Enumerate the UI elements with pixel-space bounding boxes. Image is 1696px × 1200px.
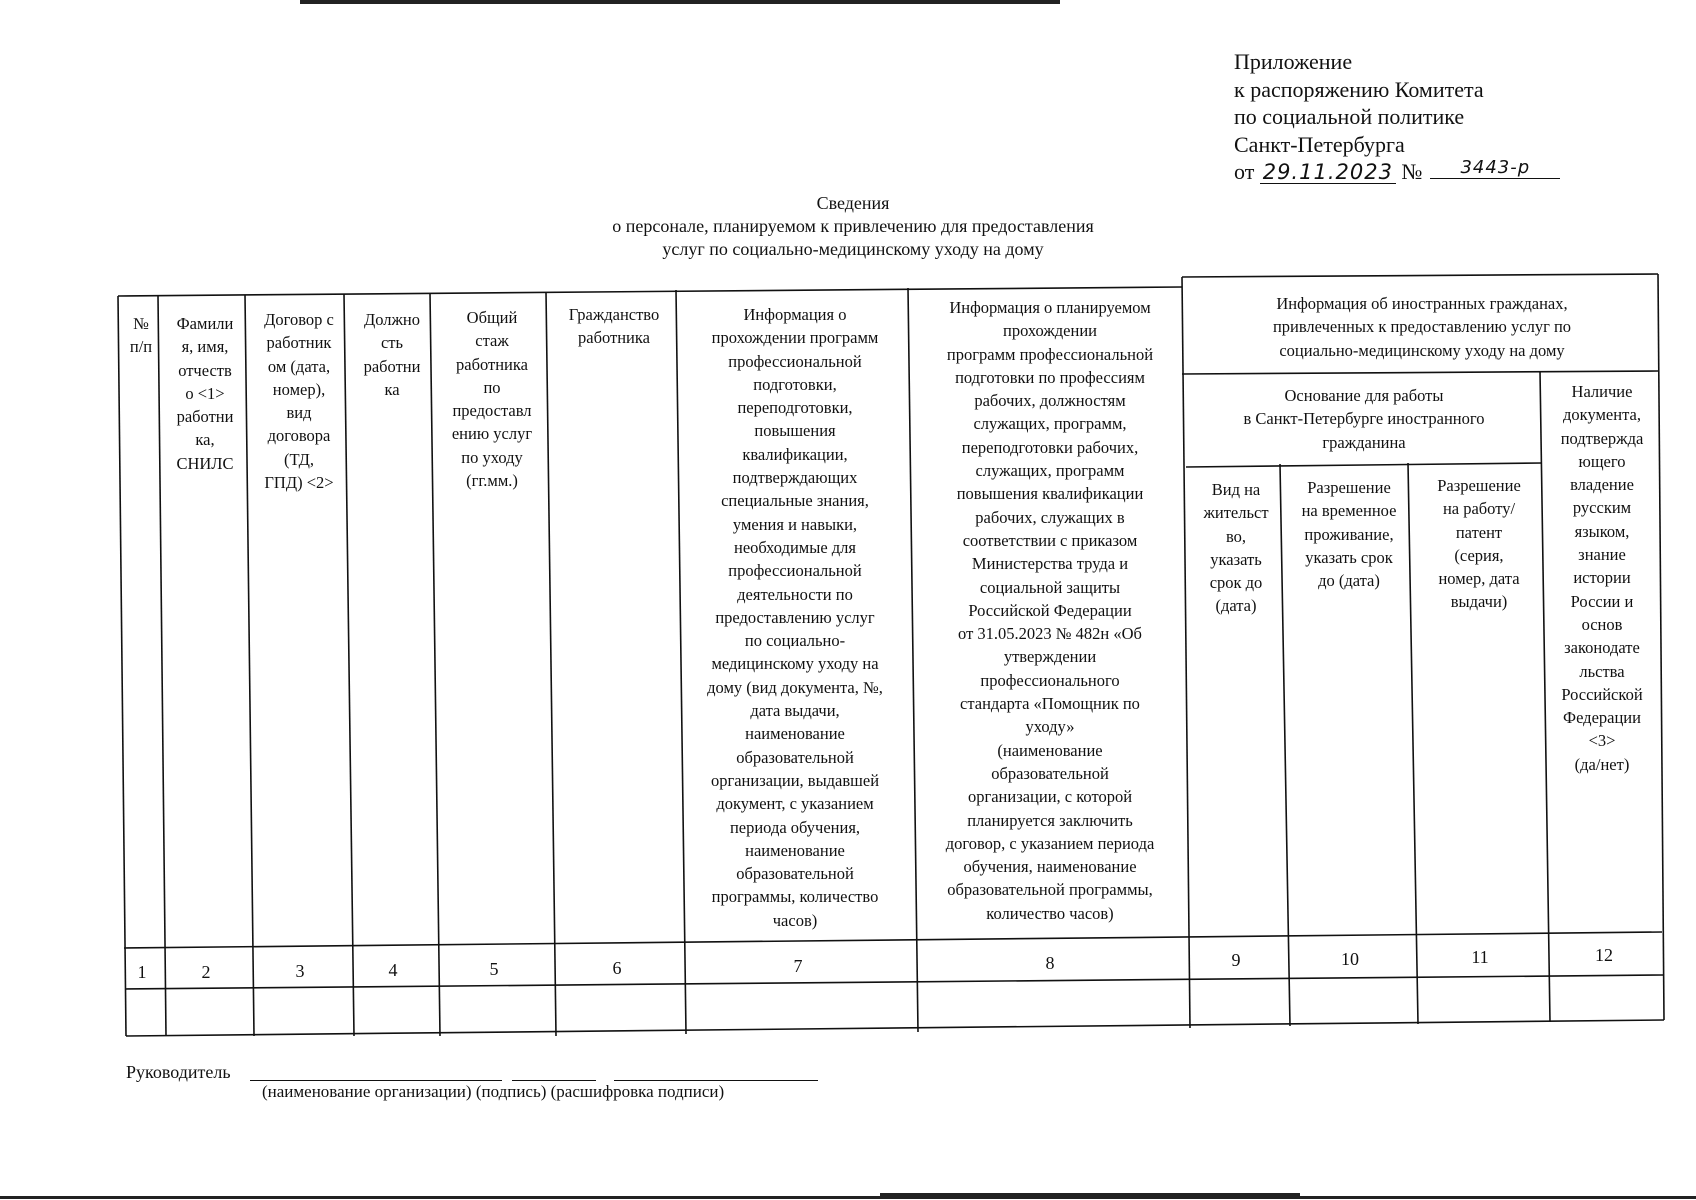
header-text-line: предоставлению услуг: [715, 607, 875, 627]
header-text-line: программы, количество: [711, 887, 879, 907]
header-text-line: деятельности по: [737, 584, 853, 604]
header-text-line: ка,: [195, 430, 215, 450]
header-text-line: Федерации: [1563, 708, 1641, 728]
header-col-12: [1544, 380, 1660, 776]
header-text-line: программ профессиональной: [946, 344, 1154, 364]
header-text-line: профессиональной: [728, 351, 862, 371]
header-text-line: <3>: [1588, 731, 1616, 751]
header-text-line: владение: [1570, 475, 1634, 495]
header-text-line: Основание для работы: [1284, 386, 1444, 405]
header-text-line: по уходу: [461, 447, 523, 467]
header-text-line: прохождении программ: [711, 328, 879, 348]
header-text-line: языком,: [1574, 521, 1630, 541]
col-number-5: 5: [489, 959, 499, 979]
header-text-line: ющего: [1578, 451, 1626, 471]
header-text-line: Информация о планируемом: [949, 298, 1151, 317]
header-text-line: (наименование: [997, 740, 1103, 760]
signature-decoding-line: [614, 1080, 818, 1081]
header-text-line: образовательной: [736, 747, 854, 767]
header-text-line: от 31.05.2023 № 482н «Об: [958, 624, 1142, 644]
header-col-8: [914, 296, 1186, 925]
header-text-line: стандарта «Помощник по: [960, 694, 1140, 714]
header-text-line: вид: [286, 403, 312, 423]
header-text-line: на работу/: [1442, 499, 1516, 519]
header-text-line: в Санкт-Петербурге иностранного: [1243, 409, 1485, 429]
header-text-line: привлеченных к предоставлению услуг по: [1272, 317, 1572, 337]
header-text-line: документа,: [1563, 405, 1641, 425]
header-text-line: указать: [1210, 549, 1262, 569]
header-text-line: предоставл: [452, 401, 532, 421]
annex-line-1: Приложение: [1234, 49, 1353, 74]
header-text-line: дому (вид документа, №,: [707, 677, 883, 697]
header-text-line: повышения: [754, 421, 836, 441]
header-text-line: профессионального: [980, 670, 1120, 690]
header-group-basis: [1184, 384, 1544, 454]
header-text-line: образовательной: [991, 763, 1109, 783]
signer-label: Руководитель: [126, 1062, 231, 1082]
header-text-line: до (дата): [1318, 571, 1380, 591]
header-text-line: указать срок: [1305, 547, 1393, 567]
org-name-line: [250, 1080, 502, 1081]
col-number-8: 8: [1045, 953, 1055, 973]
header-text-line: о <1>: [185, 383, 225, 403]
header-col-3: [248, 308, 350, 494]
header-text-line: знание: [1578, 545, 1626, 565]
header-text-line: служащих, программ,: [973, 414, 1127, 434]
col-number-12: 12: [1595, 945, 1613, 965]
header-text-line: Информация о: [743, 305, 847, 324]
header-text-line: отчеств: [178, 360, 232, 380]
header-text-line: рабочих, должностям: [974, 391, 1126, 411]
header-text-line: (гг.мм.): [466, 471, 518, 491]
header-text-line: Фамили: [176, 314, 234, 333]
header-text-line: гражданина: [1322, 432, 1406, 452]
col-number-7: 7: [793, 956, 803, 976]
header-text-line: квалификации,: [742, 444, 848, 464]
header-text-line: работни: [363, 356, 421, 376]
header-text-line: Договор с: [264, 310, 334, 329]
header-text-line: подтвержда: [1560, 428, 1644, 448]
header-col-4: [348, 308, 436, 401]
header-text-line: подтверждающих: [732, 468, 858, 488]
header-text-line: патент: [1455, 522, 1503, 542]
col-number-1: 1: [137, 962, 147, 982]
header-col-7: [682, 303, 908, 932]
col-number-9: 9: [1231, 950, 1241, 970]
col-number-6: 6: [612, 958, 622, 978]
header-text-line: работника: [456, 354, 528, 374]
header-text-line: русским: [1572, 498, 1632, 518]
title-line-2: о персонале, планируемом к привлечению для предоставления: [612, 216, 1094, 236]
header-text-line: ГПД) <2>: [264, 473, 334, 493]
header-text-line: Разрешение: [1307, 478, 1391, 497]
header-text-line: законодате: [1564, 638, 1640, 658]
header-text-line: Гражданство: [568, 305, 660, 324]
header-text-line: (серия,: [1454, 545, 1504, 565]
header-text-line: работник: [266, 333, 332, 353]
header-text-line: медицинскому уходу на: [711, 654, 879, 674]
handwritten-date: 29.11.2023: [1260, 161, 1396, 184]
header-text-line: Российской: [1561, 684, 1643, 704]
header-text-line: (да/нет): [1574, 754, 1630, 774]
header-text-line: работника: [578, 328, 650, 348]
header-text-line: дата выдачи,: [750, 701, 840, 721]
header-text-line: периода обучения,: [729, 817, 861, 837]
header-text-line: обучения, наименование: [963, 857, 1137, 877]
header-col-11: [1412, 474, 1546, 614]
col-number-3: 3: [295, 961, 305, 981]
header-text-line: проживание,: [1304, 524, 1394, 544]
header-text-line: Разрешение: [1437, 476, 1521, 495]
header-text-line: (ТД,: [284, 449, 314, 469]
title-line-1: Сведения: [816, 193, 890, 213]
header-group-foreign: [1184, 292, 1660, 362]
header-text-line: образовательной: [736, 864, 854, 884]
signature-line: [512, 1080, 596, 1081]
header-col-6: [550, 303, 678, 350]
from-label: от: [1234, 159, 1255, 184]
header-text-line: количество часов): [986, 903, 1114, 923]
signature-captions: (наименование организации) (подпись) (расшифровка подписи): [262, 1082, 725, 1101]
header-text-line: переподготовки,: [737, 398, 853, 418]
header-text-line: Общий: [466, 308, 518, 327]
header-text-line: стаж: [475, 331, 509, 351]
header-text-line: переподготовки рабочих,: [961, 437, 1139, 457]
header-text-line: соответствии с приказом: [962, 530, 1138, 550]
header-text-line: социальной защиты: [979, 577, 1121, 597]
header-text-line: наименование: [745, 840, 845, 860]
header-text-line: умения и навыки,: [732, 514, 858, 534]
header-text-line: на временное: [1301, 501, 1397, 521]
header-text-line: СНИЛС: [176, 453, 234, 473]
header-text-line: сть: [380, 333, 404, 353]
header-text-line: во,: [1225, 526, 1247, 546]
header-col-10: [1284, 476, 1414, 592]
header-text-line: Российской Федерации: [968, 600, 1132, 620]
header-text-line: наименование: [745, 724, 845, 744]
header-text-line: организации, выдавшей: [710, 770, 880, 790]
header-text-line: Информация об иностранных гражданах,: [1276, 294, 1568, 313]
title-line-3: услуг по социально-медицинскому уходу на дому: [662, 239, 1044, 259]
header-text-line: ению услуг: [451, 424, 533, 444]
handwritten-number: 3443-р: [1430, 158, 1560, 179]
header-text-line: организации, с которой: [967, 787, 1133, 807]
annex-line-2: к распоряжению Комитета: [1234, 76, 1484, 102]
header-col-1: [120, 312, 162, 359]
header-text-line: утверждении: [1003, 647, 1097, 667]
header-text-line: по: [483, 377, 501, 397]
header-text-line: специальные знания,: [721, 491, 869, 511]
header-text-line: прохождении: [1003, 321, 1097, 341]
header-text-line: работни: [176, 407, 234, 427]
header-text-line: служащих, программ: [975, 461, 1125, 481]
col-number-10: 10: [1341, 949, 1359, 969]
header-text-line: я, имя,: [181, 337, 229, 357]
header-text-line: по социально-: [744, 631, 846, 651]
annex-line-3: по социальной политике: [1234, 104, 1465, 129]
header-text-line: №: [133, 314, 149, 333]
header-text-line: жительст: [1203, 503, 1269, 523]
header-text-line: номер),: [272, 379, 326, 399]
header-text-line: уходу»: [1025, 717, 1075, 737]
header-text-line: льства: [1579, 661, 1625, 681]
header-text-line: профессиональной: [728, 561, 862, 581]
header-text-line: часов): [772, 910, 818, 930]
header-col-2: [160, 312, 250, 475]
header-text-line: России и: [1570, 591, 1634, 611]
header-text-line: Должно: [363, 310, 420, 329]
header-text-line: необходимые для: [734, 537, 856, 557]
header-text-line: планируется заключить: [967, 810, 1133, 830]
header-text-line: договора: [267, 426, 331, 446]
number-label: №: [1401, 159, 1423, 184]
header-text-line: Министерства труда и: [971, 554, 1129, 574]
col-number-11: 11: [1471, 947, 1489, 967]
header-text-line: подготовки по профессиям: [955, 367, 1145, 387]
header-text-line: Вид на: [1211, 480, 1261, 499]
col-number-2: 2: [201, 962, 211, 982]
header-text-line: договор, с указанием периода: [945, 833, 1155, 853]
header-text-line: номер, дата: [1438, 569, 1520, 589]
header-text-line: основ: [1581, 614, 1623, 634]
header-text-line: срок до: [1209, 573, 1263, 593]
header-text-line: (дата): [1215, 596, 1257, 616]
header-text-line: рабочих, служащих в: [975, 507, 1125, 527]
header-text-line: социально-медицинскому уходу на дому: [1279, 340, 1565, 360]
header-text-line: ка: [384, 379, 400, 399]
header-text-line: Наличие: [1571, 382, 1633, 401]
header-text-line: ом (дата,: [267, 356, 331, 376]
header-text-line: документ, с указанием: [716, 794, 874, 814]
header-col-9: [1186, 478, 1286, 618]
header-text-line: выдачи): [1450, 592, 1508, 612]
col-number-4: 4: [388, 960, 398, 980]
header-text-line: п/п: [129, 337, 153, 357]
header-text-line: образовательной программы,: [947, 880, 1153, 900]
header-text-line: истории: [1573, 568, 1631, 588]
annex-line-4: Санкт-Петербурга: [1234, 131, 1405, 157]
header-col-5: [434, 306, 550, 492]
header-text-line: повышения квалификации: [956, 484, 1144, 504]
header-text-line: подготовки,: [753, 374, 837, 394]
